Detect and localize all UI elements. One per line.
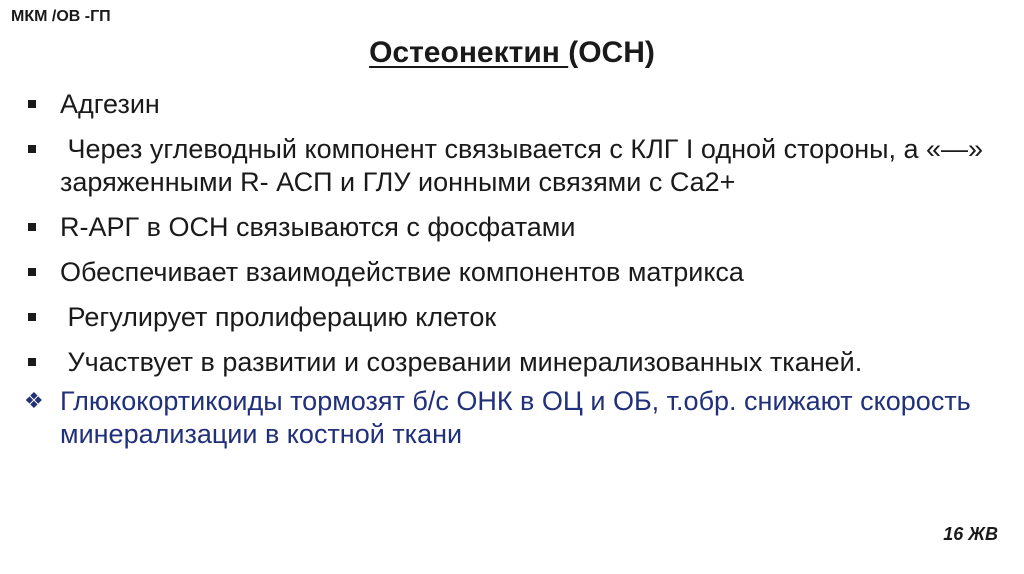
list-item [24, 211, 1014, 244]
list-item-text: Участвует в развитии и созревании минерализованных тканей. [60, 347, 863, 377]
square-bullet-icon [28, 223, 36, 231]
square-bullet-icon [28, 268, 36, 276]
footer-label: 16 ЖВ [943, 524, 998, 544]
title-abbrev: (ОСН) [568, 36, 655, 69]
list-item-text: Обеспечивает взаимодействие компонентов матрикса [60, 257, 744, 287]
square-bullet-icon [28, 358, 36, 366]
square-bullet-icon [28, 145, 36, 153]
list-item-text: Через углеводный компонент связывается с КЛГ I одной стороны, а «—» заряженными R- АСП и ГЛУ ионными связями с Са2+ [60, 134, 991, 197]
four-diamond-bullet-icon: ❖ [24, 388, 44, 413]
list-item [24, 88, 1014, 121]
bullet-list [24, 88, 1014, 451]
note-item [24, 385, 1014, 451]
title-main: Остеонектин [369, 36, 569, 69]
list-item-text: Регулирует пролиферацию клеток [60, 302, 497, 332]
list-item-text: Адгезин [60, 89, 160, 119]
list-item [24, 256, 1014, 289]
note-text: Глюкокортикоиды тормозят б/с ОНК в ОЦ и ОБ, т.обр. снижают скорость минерализации в костной ткани [60, 386, 971, 449]
list-item [24, 346, 1014, 379]
square-bullet-icon [28, 313, 36, 321]
list-item [24, 301, 1014, 334]
square-bullet-icon [28, 100, 36, 108]
list-item [24, 133, 1014, 199]
slide-title [0, 36, 1024, 70]
header-label: МКМ /ОВ -ГП [11, 8, 111, 25]
list-item-text: R-АРГ в ОСН связываются с фосфатами [60, 212, 576, 242]
